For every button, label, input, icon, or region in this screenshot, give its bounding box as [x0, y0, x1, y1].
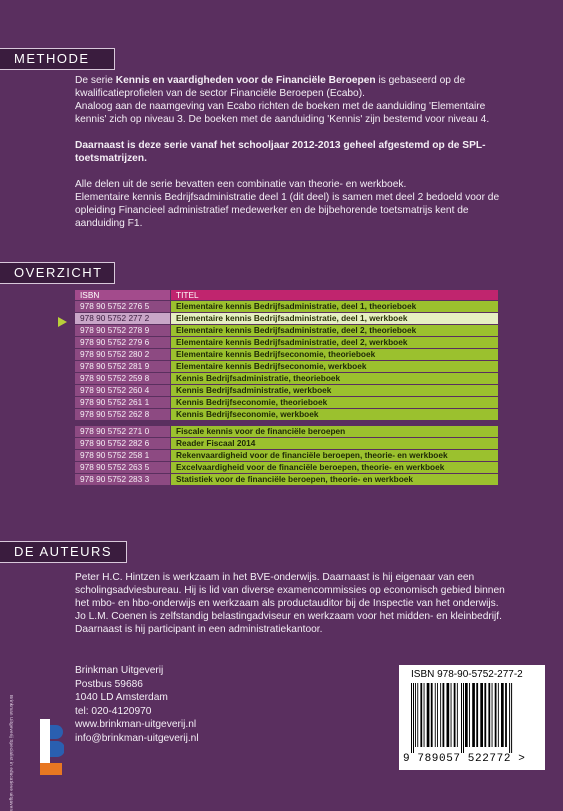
- publisher-address: [75, 664, 199, 746]
- table-row-current: [75, 313, 498, 325]
- title-cell: Elementaire kennis Bedrijfseconomie, werkboek: [171, 361, 499, 373]
- title-cell: Elementaire kennis Bedrijfsadministratie, deel 2, theorieboek: [171, 325, 499, 337]
- section-heading-overzicht: OVERZICHT: [0, 262, 115, 284]
- table-row: [75, 462, 498, 474]
- isbn-cell: 978 90 5752 263 5: [75, 462, 171, 474]
- section-heading-methode: METHODE: [0, 48, 115, 70]
- table-row: [75, 325, 498, 337]
- auteurs-paragraph-1: Peter H.C. Hintzen is werkzaam in het BVE-onderwijs. Daarnaast is hij eigenaar van een scholingsadviesbureau. Hij is lid van diverse examencommissies op economisch gebied binnen het mbo- en hbo-onderwijs en werkzaam als productauditor bij de Inspectie van het onderwijs.: [75, 572, 505, 609]
- methode-paragraph-3: Daarnaast is deze serie vanaf het schooljaar 2012-2013 geheel afgestemd op de SPL-toetsmatrijzen.: [75, 140, 486, 164]
- isbn-cell: 978 90 5752 276 5: [75, 301, 171, 313]
- publisher-po-box: Postbus 59686: [75, 678, 143, 690]
- publisher-phone: tel: 020-4120970: [75, 705, 152, 717]
- table-row: [75, 397, 498, 409]
- title-cell: Elementaire kennis Bedrijfsadministratie, deel 1, werkboek: [171, 313, 499, 325]
- isbn-cell: 978 90 5752 281 9: [75, 361, 171, 373]
- brinkman-logo-icon: [40, 719, 64, 775]
- title-cell: Statistiek voor de financiële beroepen, theorie- en werkboek: [171, 474, 499, 486]
- table-row: [75, 337, 498, 349]
- methode-paragraph-4: Alle delen uit de serie bevatten een combinatie van theorie- en werkboek.: [75, 179, 407, 190]
- title-cell: Kennis Bedrijfsadministratie, werkboek: [171, 385, 499, 397]
- current-book-marker-icon: [58, 317, 67, 327]
- methode-paragraph-2: Analoog aan de naamgeving van Ecabo richten de boeken met de aanduiding 'Elementaire kennis' zich op niveau 3. De boeken met de aanduiding 'Kennis' zijn bestemd voor niveau 4.: [75, 101, 490, 125]
- overview-table: [75, 290, 498, 486]
- column-header-title: TITEL: [171, 290, 499, 301]
- table-row: [75, 301, 498, 313]
- title-cell: Fiscale kennis voor de financiële beroepen: [171, 426, 499, 438]
- table-row: [75, 349, 498, 361]
- table-row: [75, 409, 498, 421]
- isbn-cell: 978 90 5752 279 6: [75, 337, 171, 349]
- barcode-bars: [409, 683, 537, 753]
- isbn-cell: 978 90 5752 262 8: [75, 409, 171, 421]
- isbn-cell: 978 90 5752 259 8: [75, 373, 171, 385]
- title-cell: Elementaire kennis Bedrijfsadministratie, deel 2, werkboek: [171, 337, 499, 349]
- spine-publisher-text: Brinkman Uitgeverij Specialist in educatieve uitgaven: [9, 695, 14, 811]
- isbn-cell: 978 90 5752 260 4: [75, 385, 171, 397]
- title-cell: Kennis Bedrijfseconomie, werkboek: [171, 409, 499, 421]
- column-header-isbn: ISBN: [75, 290, 171, 301]
- publisher-email: info@brinkman-uitgeverij.nl: [75, 732, 199, 744]
- isbn-cell: 978 90 5752 278 9: [75, 325, 171, 337]
- methode-text: [75, 74, 515, 230]
- series-title: Kennis en vaardigheden voor de Financiële Beroepen: [115, 75, 376, 86]
- methode-paragraph-5: Elementaire kennis Bedrijfsadministratie deel 1 (dit deel) is samen met deel 2 bedoeld voor de opleiding Financieel administratief medewerker en de bijbehorende toetsmatrijs kent de aanduiding F1.: [75, 192, 500, 229]
- table-row: [75, 426, 498, 438]
- isbn-cell: 978 90 5752 271 0: [75, 426, 171, 438]
- table-header-row: [75, 290, 498, 301]
- title-cell: Kennis Bedrijfseconomie, theorieboek: [171, 397, 499, 409]
- table-row: [75, 385, 498, 397]
- methode-paragraph-1: De serie Kennis en vaardigheden voor de Financiële Beroepen is gebaseerd op de kwalificatieprofielen van de sector Financiële Beroepen (Ecabo).: [75, 75, 466, 99]
- title-cell: Elementaire kennis Bedrijfseconomie, theorieboek: [171, 349, 499, 361]
- table-row: [75, 361, 498, 373]
- isbn-cell: 978 90 5752 282 6: [75, 438, 171, 450]
- isbn-cell: 978 90 5752 261 1: [75, 397, 171, 409]
- barcode-box: [399, 665, 545, 770]
- table-row: [75, 474, 498, 486]
- barcode-isbn-label: ISBN 978-90-5752-277-2: [411, 669, 523, 680]
- isbn-cell: 978 90 5752 258 1: [75, 450, 171, 462]
- isbn-cell: 978 90 5752 277 2: [75, 313, 171, 325]
- title-cell: Rekenvaardigheid voor de financiële beroepen, theorie- en werkboek: [171, 450, 499, 462]
- table-row: [75, 438, 498, 450]
- publisher-website: www.brinkman-uitgeverij.nl: [75, 719, 197, 731]
- isbn-cell: 978 90 5752 280 2: [75, 349, 171, 361]
- title-cell: Reader Fiscaal 2014: [171, 438, 499, 450]
- table-row: [75, 450, 498, 462]
- section-heading-auteurs: DE AUTEURS: [0, 541, 127, 563]
- isbn-cell: 978 90 5752 283 3: [75, 474, 171, 486]
- table-row: [75, 373, 498, 385]
- publisher-name: Brinkman Uitgeverij: [75, 665, 164, 676]
- barcode-digits: 9 789057 522772 >: [403, 753, 526, 765]
- title-cell: Excelvaardigheid voor de financiële beroepen, theorie- en werkboek: [171, 462, 499, 474]
- auteurs-text: [75, 571, 515, 636]
- auteurs-paragraph-2: Jo L.M. Coenen is zelfstandig belastingadviseur en werkzaam voor het midden- en kleinbedrijf. Daarnaast is hij participant in een administratiekantoor.: [75, 611, 502, 635]
- title-cell: Kennis Bedrijfsadministratie, theorieboek: [171, 373, 499, 385]
- publisher-city: 1040 LD Amsterdam: [75, 692, 168, 704]
- title-cell: Elementaire kennis Bedrijfsadministratie, deel 1, theorieboek: [171, 301, 499, 313]
